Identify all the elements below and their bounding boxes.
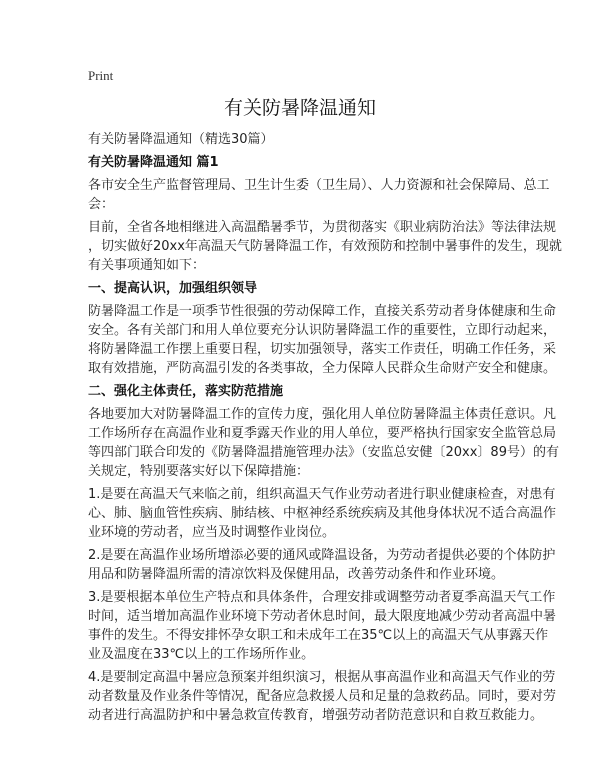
text-line: 时间，适当增加高温作业环境下劳动者休息时间，最大限度地减少劳动者高温中暑 [88, 609, 557, 624]
document-subtitle: 有关防暑降温通知（精选30篇） [88, 132, 274, 147]
text-line: 心、肺、脑血管性疾病、肺结核、中枢神经系统疾病及其他身体状况不适合高温作 [88, 506, 557, 521]
text-line: 事件的发生。不得安排怀孕女职工和未成年工在35℃以上的高温天气从事露天作 [88, 628, 549, 643]
section-heading: 有关防暑降温通知 篇1 [88, 155, 219, 170]
text-line: 取有效措施，严防高温引发的各类事故，全力保障人民群众生命财产安全和健康。 [88, 361, 557, 376]
text-line: 关规定，特别要落实好以下保障措施： [88, 464, 310, 479]
text-line: 2.是要在高温作业场所增添必要的通风或降温设备，为劳动者提供必要的个体防护 [88, 548, 556, 563]
text-line: 1.是要在高温天气来临之前，组织高温天气作业劳动者进行职业健康检查，对患有 [88, 487, 556, 502]
list-item-4 [88, 668, 557, 725]
text-line: 有关事项通知如下： [88, 258, 206, 273]
text-line: 4.是要制定高温中暑应急预案并组织演习，根据从事高温作业和高温天气作业的劳 [88, 670, 556, 685]
document-title: 有关防暑降温通知 [223, 97, 376, 119]
list-item-2 [88, 546, 556, 584]
text-line: 各市安全生产监督管理局、卫生计生委（卫生局）、人力资源和社会保障局、总工 [88, 178, 550, 193]
paragraph-awareness [88, 302, 557, 378]
paragraph-intro [88, 218, 562, 275]
heading-1: 一、提高认识，加强组织领导 [88, 281, 258, 296]
text-line: 动者数量及作业条件等情况，配备应急救援人员和足量的急救药品。同时，要对劳 [88, 689, 557, 704]
text-line: 各地要加大对防暑降温工作的宣传力度，强化用人单位防暑降温主体责任意识。凡 [88, 407, 557, 422]
text-line: 用品和防暑降温所需的清凉饮料及保健用品，改善劳动条件和作业环境。 [88, 567, 505, 582]
text-line: 目前，全省各地相继进入高温酷暑季节，为贯彻落实《职业病防治法》等法律法规 [88, 220, 557, 235]
paragraph-addressees [88, 176, 550, 214]
text-line: 动者进行高温防护和中暑急救宣传教育，增强劳动者防范意识和自救互救能力。 [88, 708, 544, 723]
print-label: Print [88, 68, 114, 83]
list-item-1 [88, 485, 557, 542]
text-line: ，切实做好20xx年高温天气防暑降温工作，有效预防和控制中暑事件的发生，现就 [88, 239, 562, 254]
text-line: 会： [88, 197, 115, 212]
text-line: 业环境的劳动者，应当及时调整作业岗位。 [88, 525, 336, 540]
text-line: 3.是要根据本单位生产特点和具体条件，合理安排或调整劳动者夏季高温天气工作 [88, 590, 556, 605]
heading-2: 二、强化主体责任，落实防范措施 [88, 384, 284, 399]
text-line: 工作场所存在高温作业和夏季露天作业的用人单位，要严格执行国家安全监管总局 [88, 426, 557, 441]
text-line: 等四部门联合印发的《防暑降温措施管理办法》（安监总安健〔20xx〕89号）的有 [88, 445, 559, 460]
list-item-3 [88, 588, 557, 664]
text-line: 将防暑降温工作摆上重要日程，切实加强领导，落实工作责任，明确工作任务，采 [88, 342, 557, 357]
document-body [88, 130, 562, 729]
paragraph-responsibility [88, 405, 559, 481]
text-line: 防暑降温工作是一项季节性很强的劳动保障工作，直接关系劳动者身体健康和生命 [88, 304, 557, 319]
text-line: 业及温度在33℃以上的工作场所作业。 [88, 647, 315, 662]
text-line: 安全。各有关部门和用人单位要充分认识防暑降温工作的重要性，立即行动起来， [88, 323, 557, 338]
